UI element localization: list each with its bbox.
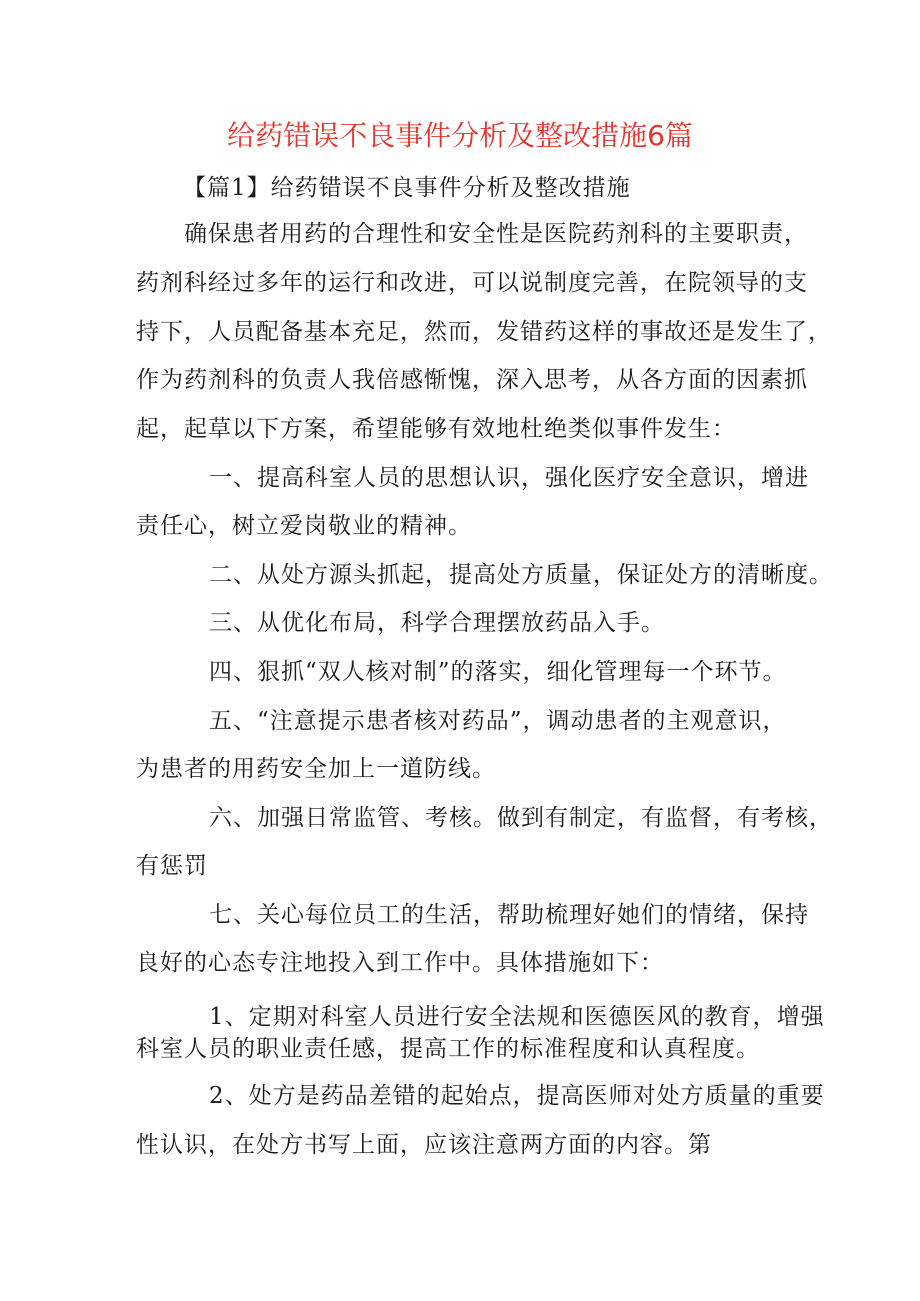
measure-one-line-2: 责任心，树立爱岗敬业的精神。 xyxy=(136,513,472,539)
measure-five-line-2: 为患者的用药安全加上一道防线。 xyxy=(136,756,496,782)
measure-four: 四、狠抓“双人核对制”的落实，细化管理每一个环节。 xyxy=(209,659,787,685)
section-heading: 【篇1】给药错误不良事件分析及整改措施 xyxy=(183,175,631,201)
measure-seven-line-2: 良好的心态专注地投入到工作中。具体措施如下： xyxy=(136,950,664,976)
measure-six-line-1: 六、加强日常监管、考核。做到有制定，有监督，有考核， xyxy=(209,805,833,831)
measure-five-line-1: 五、“注意提示患者核对药品”，调动患者的主观意识， xyxy=(209,708,787,734)
measure-seven-line-1: 七、关心每位员工的生活，帮助梳理好她们的情绪，保持 xyxy=(209,902,809,928)
detail-item-2-line-2: 性认识，在处方书写上面，应该注意两方面的内容。第 xyxy=(136,1132,712,1158)
detail-item-1-line-2: 科室人员的职业责任感，提高工作的标准程度和认真程度。 xyxy=(136,1036,760,1062)
detail-item-1-line-1: 1、定期对科室人员进行安全法规和医德医风的教育，增强 xyxy=(209,1004,825,1030)
measure-two: 二、从处方源头抓起，提高处方质量，保证处方的清晰度。 xyxy=(209,562,833,588)
intro-line-1: 确保患者用药的合理性和安全性是医院药剂科的主要职责， xyxy=(184,221,808,247)
measure-six-line-2: 有惩罚 xyxy=(136,853,208,879)
document-title: 给药错误不良事件分析及整改措施6篇 xyxy=(227,119,693,152)
measure-three: 三、从优化布局，科学合理摆放药品入手。 xyxy=(209,610,665,636)
measure-one-line-1: 一、提高科室人员的思想认识，强化医疗安全意识，增进 xyxy=(209,465,809,491)
intro-line-4: 作为药剂科的负责人我倍感惭愧，深入思考，从各方面的因素抓 xyxy=(136,367,808,393)
detail-item-2-line-1: 2、处方是药品差错的起始点，提高医师对处方质量的重要 xyxy=(209,1083,825,1109)
intro-line-2: 药剂科经过多年的运行和改进，可以说制度完善，在院领导的支 xyxy=(136,270,808,296)
intro-line-3: 持下，人员配备基本充足，然而，发错药这样的事故还是发生了， xyxy=(136,319,832,345)
intro-line-5: 起，起草以下方案，希望能够有效地杜绝类似事件发生： xyxy=(136,416,736,442)
